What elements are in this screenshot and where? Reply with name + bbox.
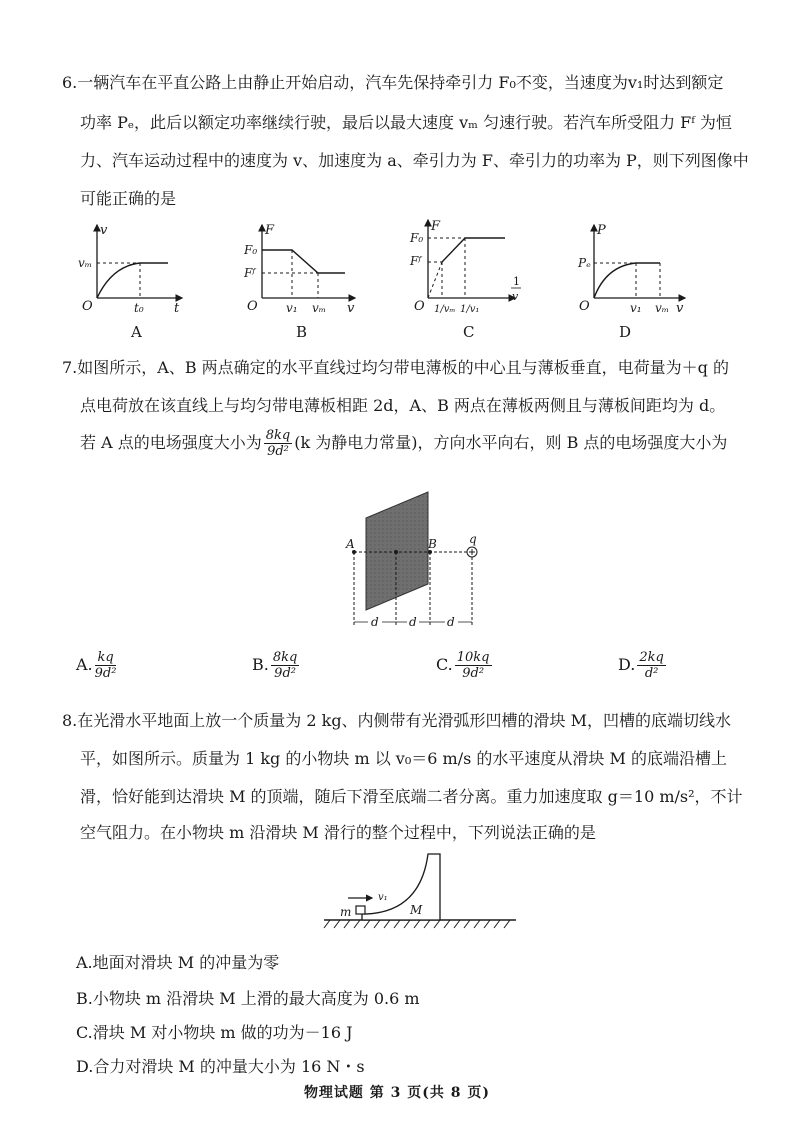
- graph-c-origin: O: [414, 299, 425, 314]
- q7-option-d-den: d²: [644, 666, 659, 681]
- graph-a-label: A: [131, 323, 142, 341]
- graph-d-origin: O: [579, 299, 590, 314]
- graph-c-y-mark-2: Fᶠ: [410, 254, 422, 268]
- graph-d-x-mark-1: v₁: [630, 301, 642, 315]
- graph-c-x-axis-num: 1: [513, 275, 520, 288]
- page-footer: 物理试题 第 3 页(共 8 页): [303, 1085, 491, 1101]
- q7-field-fraction-num: 8kq: [265, 428, 291, 443]
- q6-line-4: 可能正确的是: [80, 189, 177, 208]
- q8-line-3: 滑，恰好能到达滑块 M 的顶端，随后下滑至底端二者分离。重力加速度取 g＝10 m/s²，不计: [80, 787, 743, 806]
- graph-b-y-axis: F: [265, 223, 275, 238]
- q7-option-b-den: 9d²: [274, 666, 296, 681]
- graph-d-y-mark: Pₑ: [578, 256, 591, 270]
- q7-option-d-fraction: [637, 650, 665, 681]
- graph-c-y-mark-1: F₀: [410, 231, 424, 245]
- q7-option-a-den: 9d²: [94, 666, 117, 681]
- q7-option-c-fraction: [455, 650, 492, 681]
- q7-option-a-fraction: [95, 650, 117, 681]
- graph-b-x-mark-2: vₘ: [312, 301, 327, 315]
- q7-option-b-num: 8kq: [272, 650, 298, 665]
- q6-line-2: 功率 Pₑ，此后以额定功率继续行驶，最后以最大速度 vₘ 匀速行驶。若汽车所受阻力 Fᶠ 为恒: [80, 113, 732, 132]
- q7-option-b-letter: B.: [252, 655, 269, 674]
- dist-label-1: d: [371, 615, 379, 629]
- dist-label-2: d: [409, 615, 417, 629]
- graph-b-y-mark-2: Fᶠ: [244, 266, 256, 280]
- graph-b-x-axis: v: [347, 301, 355, 316]
- q7-option-c-letter: C.: [436, 655, 453, 674]
- graph-d: [577, 223, 685, 341]
- graph-a-x-mark: t₀: [134, 301, 144, 315]
- q7-option-a-letter: A.: [76, 655, 93, 674]
- graph-b-label: B: [296, 323, 308, 341]
- label-a: A: [346, 537, 355, 551]
- q7-line-1: 7.如图所示，A、B 两点确定的水平直线过均匀带电薄板的中心且与薄板垂直，电荷量为＋q 的: [62, 358, 729, 377]
- q7-option-b-fraction: [271, 650, 299, 681]
- q7-field-fraction: [264, 428, 292, 459]
- q8-line-1: 8.在光滑水平地面上放一个质量为 2 kg、内侧带有光滑弧形凹槽的滑块 M，凹槽的底端切线水: [62, 711, 732, 730]
- q6-line-1: 6.一辆汽车在平直公路上由静止开始启动，汽车先保持牵引力 F₀不变，当速度为v₁时达到额定: [62, 73, 724, 92]
- q7-line-3: [80, 428, 727, 459]
- q7-option-c-num: 10kq: [456, 650, 490, 665]
- graph-a-y-axis: v: [100, 223, 108, 238]
- q7-option-d-num: 2kq: [639, 650, 664, 665]
- q7-option-a[interactable]: [76, 650, 118, 681]
- slider-block-M: [362, 854, 440, 920]
- q7-line-3-post: (k 为静电力常量)，方向水平向右，则 B 点的电场强度大小为: [294, 433, 728, 452]
- q7-option-c-den: 9d²: [462, 666, 485, 681]
- q7-option-b[interactable]: [252, 650, 301, 681]
- graph-d-y-axis: P: [597, 223, 606, 238]
- graph-d-x-axis: v: [676, 301, 684, 316]
- q7-option-d[interactable]: [618, 650, 668, 681]
- graph-c-x-axis-den: v: [512, 290, 519, 303]
- graph-b-y-mark-1: F₀: [244, 243, 258, 257]
- graph-c-x-mark-1: 1/vₘ: [434, 304, 456, 315]
- graph-d-label: D: [619, 323, 632, 341]
- graph-b: [243, 223, 355, 341]
- plate-center-dot: [394, 550, 398, 554]
- label-b: B: [428, 537, 437, 551]
- q8-option-b[interactable]: B.小物块 m 沿滑块 M 上滑的最大高度为 0.6 m: [76, 989, 420, 1008]
- label-q: q: [469, 532, 477, 546]
- q7-line-3-pre: 若 A 点的电场强度大小为: [80, 433, 262, 452]
- graph-a-x-axis: t: [174, 301, 180, 316]
- graph-b-x-mark-1: v₁: [286, 301, 298, 315]
- q7-field-fraction-den: 9d²: [267, 444, 289, 459]
- q7-figure: [330, 488, 510, 638]
- q8-line-4: 空气阻力。在小物块 m 沿滑块 M 滑行的整个过程中，下列说法正确的是: [80, 823, 596, 842]
- graph-b-origin: O: [247, 299, 258, 314]
- label-m: m: [340, 905, 352, 919]
- velocity-label: v₁: [378, 892, 388, 903]
- q8-line-2: 平，如图所示。质量为 1 kg 的小物块 m 以 v₀＝6 m/s 的水平速度从滑块 M 的底端沿槽上: [80, 749, 727, 768]
- graph-d-x-mark-2: vₘ: [655, 301, 670, 315]
- q6-graphs: [0, 210, 794, 350]
- q7-option-c[interactable]: [436, 650, 494, 681]
- q8-option-c[interactable]: C.滑块 M 对小物块 m 做的功为－16 J: [76, 1023, 353, 1042]
- q8-option-d[interactable]: D.合力对滑块 M 的冲量大小为 16 N・s: [76, 1057, 365, 1076]
- q7-option-a-num: kq: [95, 650, 117, 666]
- graph-a-origin: O: [82, 299, 93, 314]
- q8-option-a[interactable]: A.地面对滑块 M 的冲量为零: [76, 953, 280, 972]
- q8-figure: [320, 848, 520, 938]
- graph-a: [78, 223, 182, 341]
- q7-line-2: 点电荷放在该直线上与均匀带电薄板相距 2d，A、B 两点在薄板两侧且与薄板间距均为 d。: [80, 396, 726, 415]
- graph-c: [409, 219, 521, 341]
- q6-line-3: 力、汽车运动过程中的速度为 v、加速度为 a、牵引力为 F、牵引力的功率为 P，则下列图像中: [80, 151, 749, 170]
- graph-a-y-mark: vₘ: [78, 256, 93, 270]
- graph-c-x-mark-2: 1/v₁: [460, 304, 480, 315]
- label-M: M: [410, 903, 423, 917]
- q7-option-d-letter: D.: [618, 655, 636, 674]
- dist-label-3: d: [447, 615, 455, 629]
- graph-c-label: C: [463, 323, 475, 341]
- graph-c-y-axis: F: [431, 219, 441, 234]
- small-block-m: [356, 906, 365, 914]
